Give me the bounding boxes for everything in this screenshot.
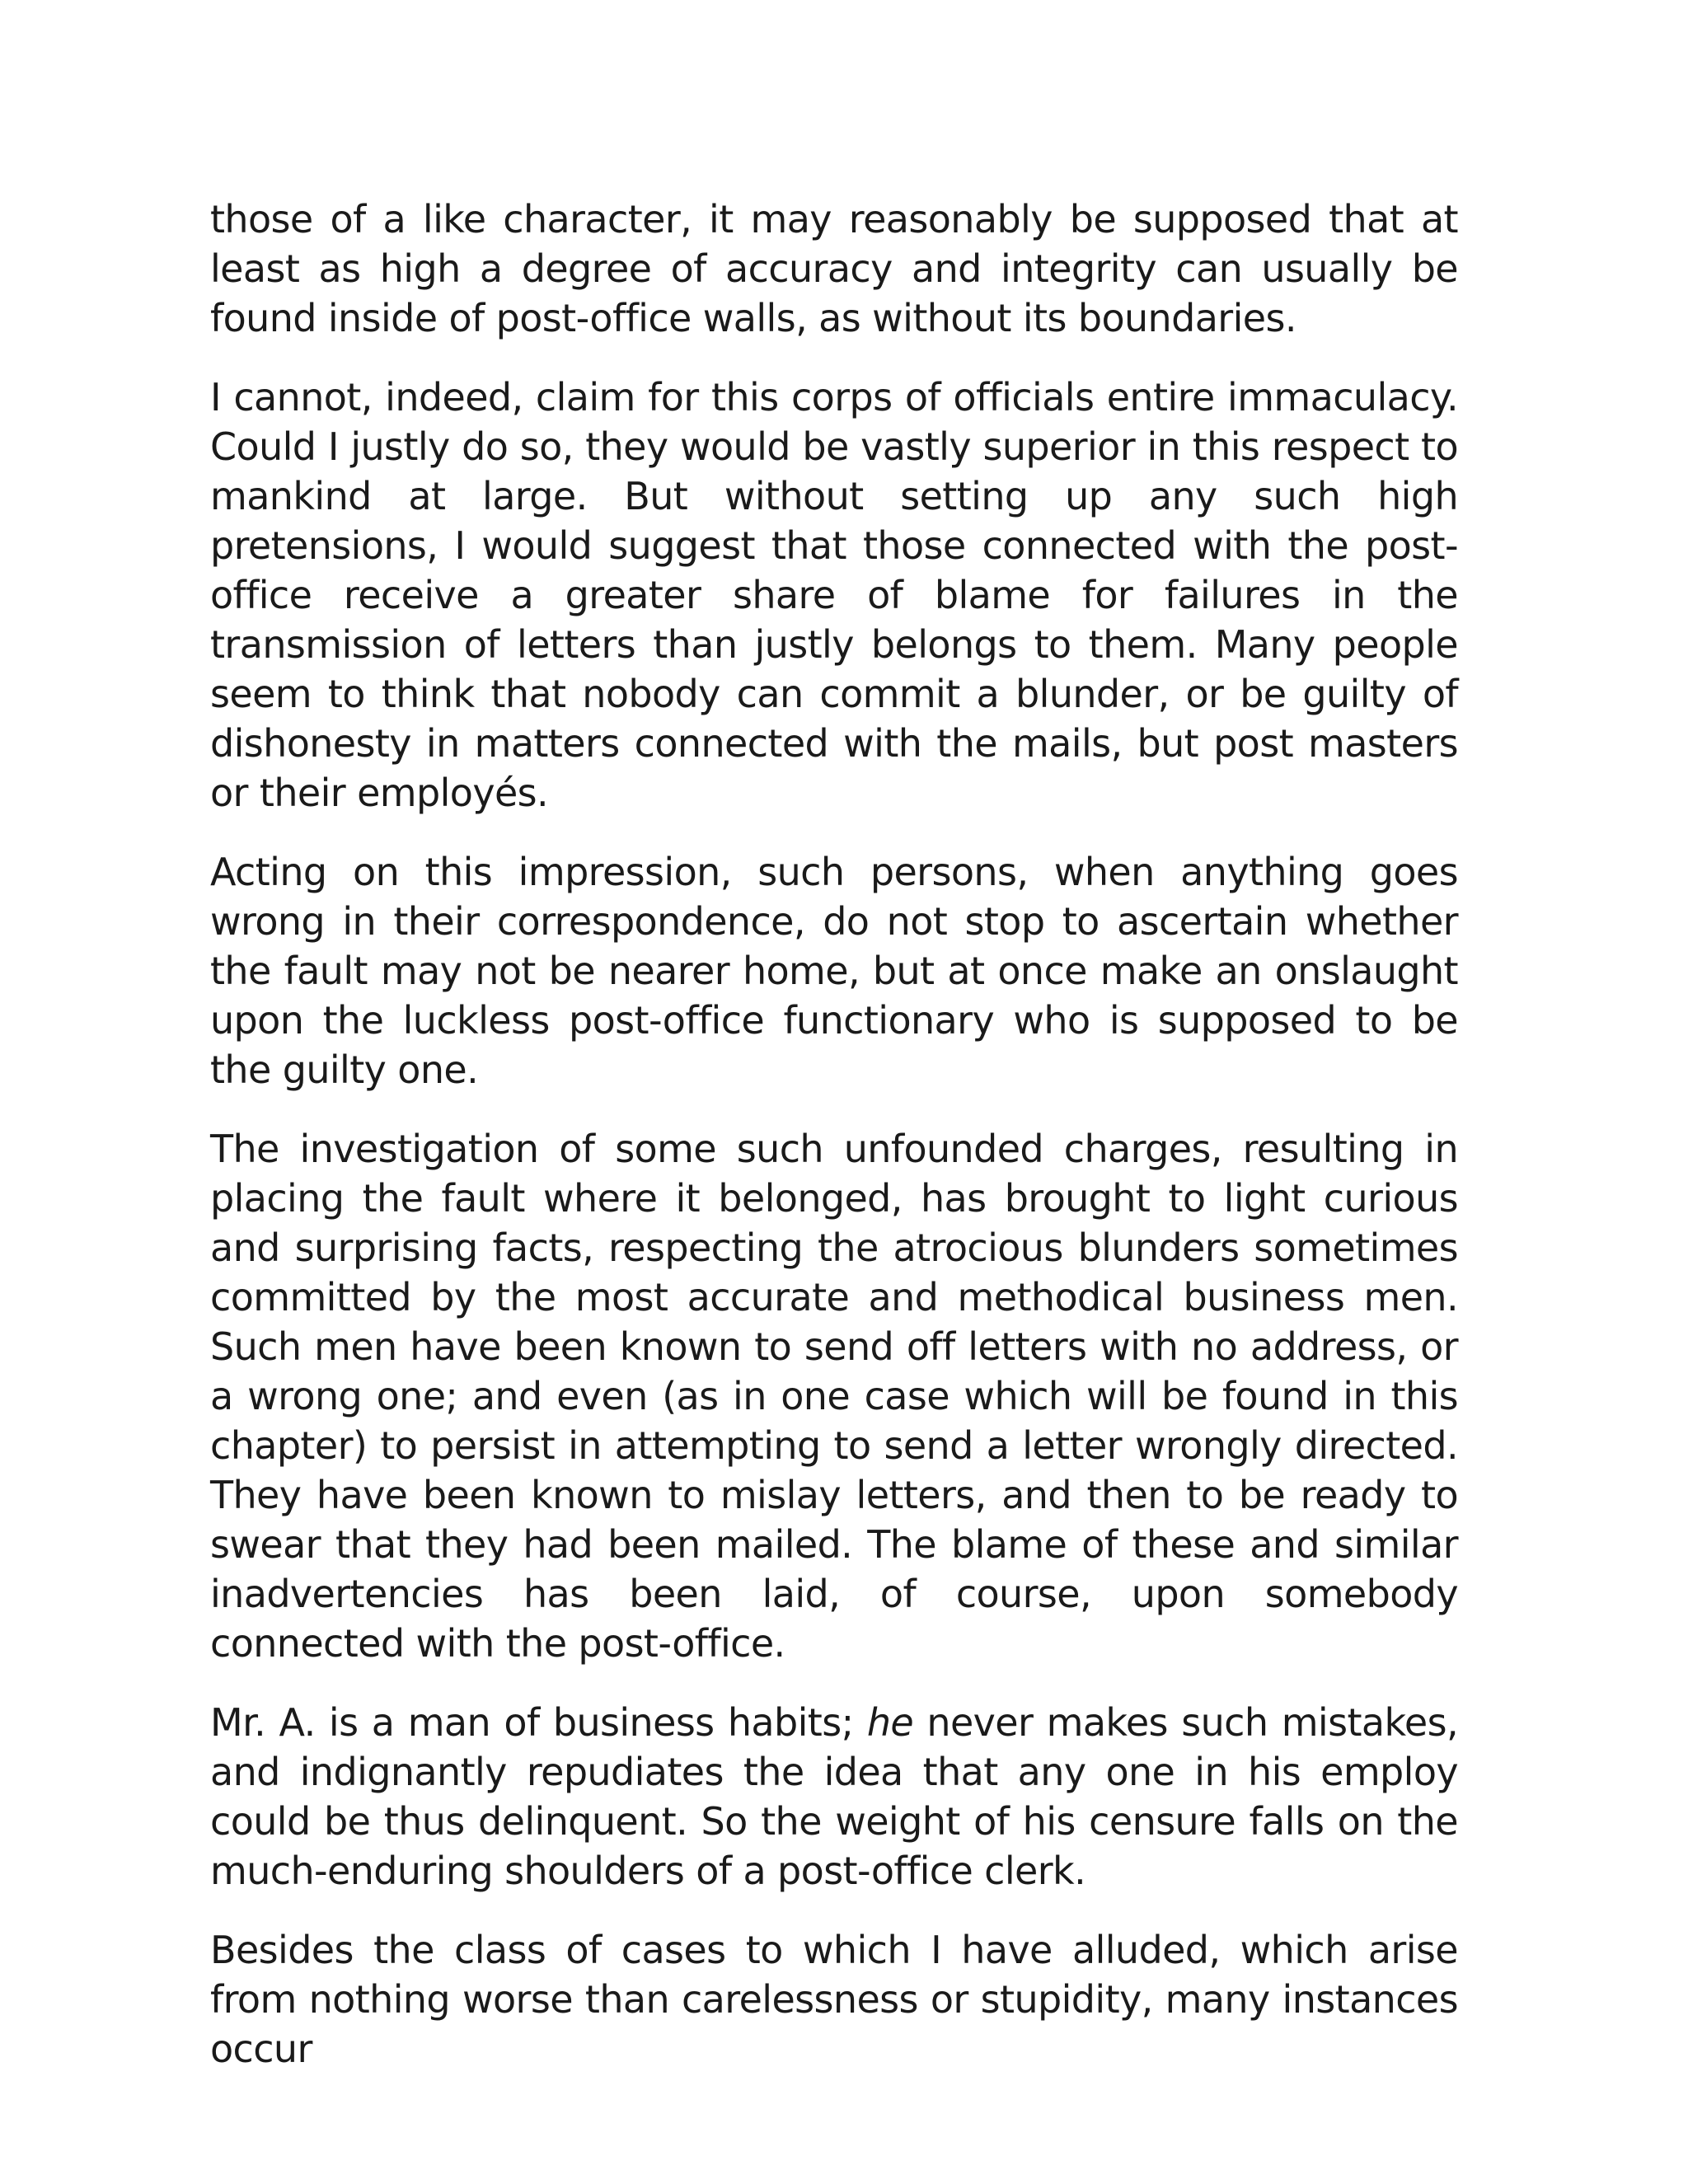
emphasized-word: he [866,1700,914,1745]
paragraph: The investigation of some such unfounded charges, resulting in placing the fault where it belonged, has brought to light curious and surprising facts, respecting the atrocious blunders sometimes committed by the most accurate and methodical business men. Such men have been known to send off letters with no address, or a wrong one; and even (as in one case which will be found in this chapter) to persist in attempting to send a letter wrongly directed. They have been known to mislay letters, and then to be ready to swear that they had been mailed. The blame of these and similar inadvertencies has been laid, of course, upon somebody connected with the post-office. [210,1127,1458,1666]
paragraph-text: never makes such mistakes, and indignantly repudiates the idea that any one in his employ could be thus delinquent. So the weight of his censure falls on the much-enduring shoulders of a post-office clerk. [210,1700,1458,1893]
paragraph: Acting on this impression, such persons, when anything goes wrong in their correspondence, do not stop to ascertain whether the fault may not be nearer home, but at once make an onslaught upon the luckless post-office functionary who is supposed to be the guilty one. [210,850,1458,1092]
paragraph-text: Mr. A. is a man of business habits; [210,1700,867,1745]
paragraph-with-emphasis [210,1698,1458,1896]
paragraph: those of a like character, it may reasonably be supposed that at least as high a degree of accuracy and integrity can usually be found inside of post-office walls, as without its boundaries. [210,197,1458,340]
paragraph: I cannot, indeed, claim for this corps of officials entire immaculacy. Could I justly do so, they would be vastly superior in this respect to mankind at large. But without setting up any such high pretensions, I would suggest that those connected with the post-office receive a greater share of blame for failures in the transmission of letters than justly belongs to them. Many people seem to think that nobody can commit a blunder, or be guilty of dishonesty in matters connected with the mails, but post masters or their employés. [210,375,1458,815]
paragraph-continued: Besides the class of cases to which I have alluded, which arise from nothing worse than carelessness or stupidity, many instances occur [210,1928,1458,2071]
body-text [210,194,1458,2103]
